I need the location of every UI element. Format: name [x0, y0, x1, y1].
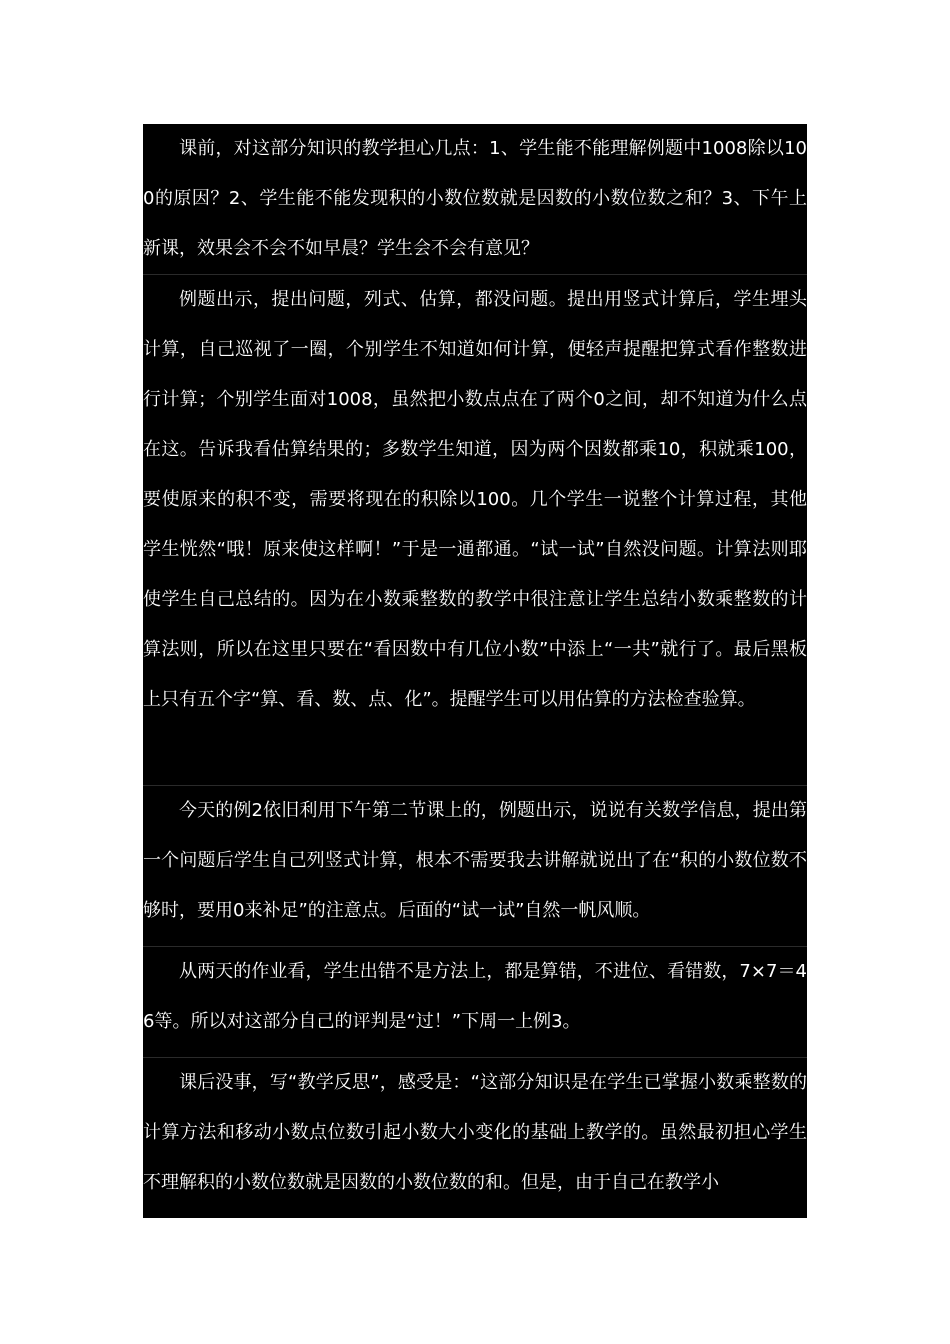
paragraph-homework: 从两天的作业看，学生出错不是方法上，都是算错，不进位、看错数，7×7＝46等。所以对这部分自己的评判是“过！”下周一上例3。 — [143, 947, 807, 1058]
document-text-block — [143, 124, 807, 1218]
paragraph-example-2: 今天的例2依旧利用下午第二节课上的，例题出示，说说有关数学信息，提出第一个问题后学生自己列竖式计算，根本不需要我去讲解就说出了在“积的小数位数不够时，要用0来补足”的注意点。后面的“试一试”自然一帆风顺。 — [143, 786, 807, 947]
paragraph-reflection: 课后没事，写“教学反思”，感受是：“这部分知识是在学生已掌握小数乘整数的计算方法和移动小数点位数引起小数大小变化的基础上教学的。虽然最初担心学生不理解积的小数位数就是因数的小数位数的和。但是，由于自己在教学小 — [143, 1072, 807, 1193]
paragraph-example-1: 例题出示，提出问题，列式、估算，都没问题。提出用竖式计算后，学生埋头计算，自己巡视了一圈，个别学生不知道如何计算，便轻声提醒把算式看作整数进行计算；个别学生面对1008，虽然把小数点点在了两个0之间，却不知道为什么点在这。告诉我看估算结果的；多数学生知道，因为两个因数都乘10，积就乘100，要使原来的积不变，需要将现在的积除以100。几个学生一说整个计算过程，其他学生恍然“哦！原来使这样啊！”于是一通都通。“试一试”自然没问题。计算法则耶使学生自己总结的。因为在小数乘整数的教学中很注意让学生总结小数乘整数的计算法则，所以在这里只要在“看因数中有几位小数”中添上“一共”就行了。最后黑板上只有五个字“算、看、数、点、化”。提醒学生可以用估算的方法检查验算。 — [143, 275, 807, 786]
paragraph-concerns: 课前，对这部分知识的教学担心几点：1、学生能不能理解例题中1008除以100的原因？2、学生能不能发现积的小数位数就是因数的小数位数之和？3、下午上新课，效果会不会不如早晨？学生会不会有意见？ — [143, 124, 807, 275]
